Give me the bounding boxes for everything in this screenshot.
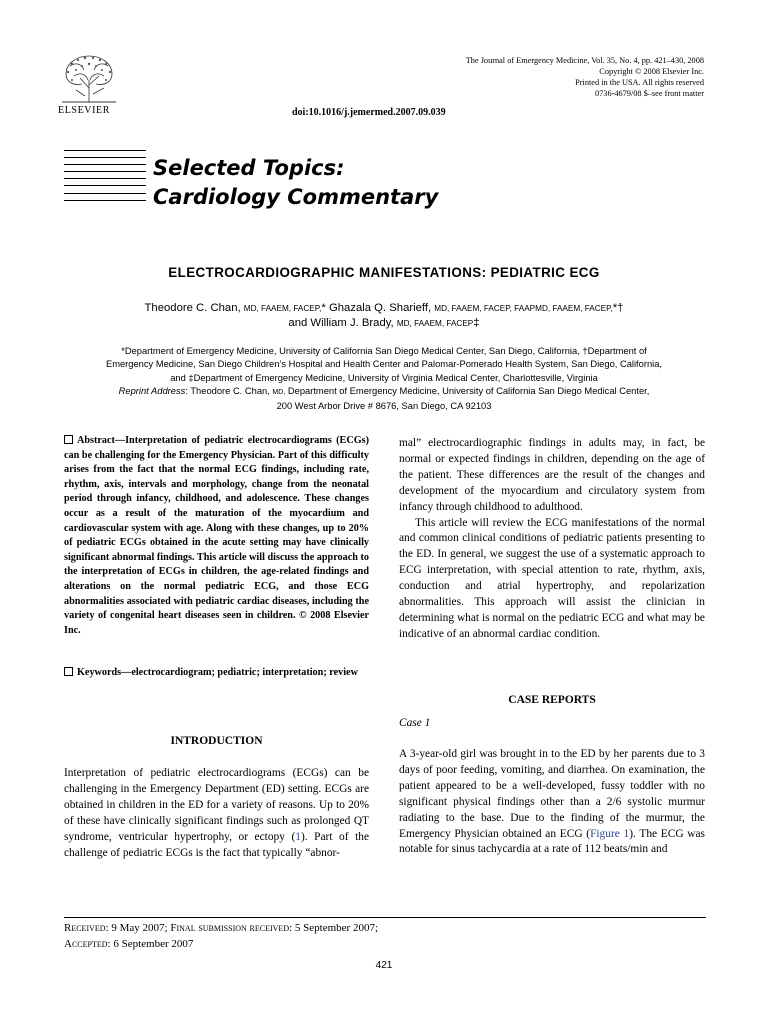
keywords-text: Keywords—electrocardiogram; pediatric; interpretation; review <box>77 667 358 678</box>
authors <box>40 301 728 331</box>
received-line: Received: 9 May 2007; Final submission received: 5 September 2007; <box>64 922 379 934</box>
case-reports-heading: CASE REPORTS <box>508 694 596 706</box>
accepted-label: Accepted <box>64 937 108 950</box>
introduction-heading: INTRODUCTION <box>170 735 263 747</box>
author-mark: ‡ <box>473 317 480 329</box>
final-label: Final submission received <box>170 922 290 934</box>
author-name: Theodore C. Chan, <box>144 302 241 314</box>
publisher-name: ELSEVIER <box>58 105 111 116</box>
banner-line-2: Cardiology Commentary <box>153 185 439 209</box>
accepted-line: Accepted: 6 September 2007 <box>64 937 194 950</box>
journal-printed: Printed in the USA. All rights reserved <box>575 78 704 87</box>
journal-citation: The Journal of Emergency Medicine, Vol. 35, No. 4, pp. 421–430, 2008 <box>465 56 704 65</box>
checkbox-square-icon <box>64 667 73 676</box>
banner-lines <box>64 150 146 207</box>
journal-info <box>466 55 704 99</box>
footer-dates <box>64 921 378 952</box>
reprint-name: Theodore C. Chan, <box>190 386 270 397</box>
footer-divider <box>64 917 706 918</box>
checkbox-square-icon <box>64 435 73 444</box>
affiliation-line: and ‡Department of Emergency Medicine, University of Virginia Medical Center, Charlottesville, Virginia <box>170 372 598 383</box>
section-banner <box>153 154 438 212</box>
author-degree: MD, FAAEM, FACEP, <box>243 304 322 313</box>
reference-link[interactable]: 1 <box>295 830 301 843</box>
received-date: 9 May 2007; <box>111 922 168 934</box>
paragraph: This article will review the ECG manifestations of the normal and common clinical conditions of pediatric patients presenting to the ED. In general, we suggest the use of a systematic approach to ECG interpretation, with special attention to rate, rhythm, axis, conduction and atrial hypertrophy, and repolarization abnormalities. This approach will assist the clinician in determining what is normal on the pediatric ECG and what may be indicative of an abnormal cardiac condition. <box>399 516 705 640</box>
reprint-street: 200 West Arbor Drive # 8676, San Diego, CA 92103 <box>276 400 492 411</box>
banner-line-1: Selected Topics: <box>153 156 345 180</box>
right-column-text <box>399 436 705 643</box>
journal-issn: 0736-4679/08 $–see front matter <box>595 89 704 98</box>
case-text: A 3-year-old girl was brought in to the ED by her parents due to 3 days of poor feeding, vomiting, and diarrhea. On examination, the patient appeared to be a well-developed, fussy toddler with no significant physical findings other than a 2/6 systolic murmur radiating to the base. Due to the finding of the murmur, the Emergency Physician obtained an ECG (Figure 1). The ECG was notable for sinus tachycardia at a rate of 112 beats/min and <box>399 748 705 856</box>
authors-line-1 <box>40 301 728 316</box>
keywords <box>64 666 369 681</box>
elsevier-logo <box>58 52 124 116</box>
abstract <box>64 434 369 638</box>
affiliation-line: *Department of Emergency Medicine, University of California San Diego Medical Center, San Diego, California, †Department of <box>121 346 647 356</box>
journal-copyright: Copyright © 2008 Elsevier Inc. <box>599 67 704 76</box>
elsevier-tree-icon <box>58 52 120 104</box>
accepted-date: 6 September 2007 <box>113 937 194 950</box>
paragraph: mal” electrocardiographic findings in adults may, in fact, be normal or expected findings in children, depending on the age of the patient. These differences are the result of the changes and development of the myocardium and circulatory system from infancy through childhood to adulthood. <box>399 437 705 513</box>
received-label: Received <box>64 922 106 934</box>
author-mark: * <box>321 302 326 314</box>
reprint-department: Department of Emergency Medicine, University of California San Diego Medical Center, <box>287 386 650 397</box>
introduction-text: Interpretation of pediatric electrocardiograms (ECGs) can be challenging in the Emergency Department (ED) setting. ECGs are obtained in children in the ED for a variety of reasons. Up to 20% of these have clinically significant findings such as prolonged QT syndrome, ventricular hypertrophy, or ectopy (1). Part of the challenge of pediatric ECGs is the fact that typically “abnor- <box>64 767 369 859</box>
page-number: 421 <box>375 960 393 971</box>
author-mark: *† <box>612 302 624 314</box>
figure-link[interactable]: Figure 1 <box>590 827 630 840</box>
article-title: ELECTROCARDIOGRAPHIC MANIFESTATIONS: PEDIATRIC ECG <box>168 265 600 280</box>
abstract-text: Abstract—Interpretation of pediatric electrocardiograms (ECGs) can be challenging for the Emergency Physician. Part of this difficulty arises from the fact that the normal ECG findings, including rate, rhythm, axis, intervals and morphology, change from the neonatal period through infancy, childhood, and adolescence. These changes occur as a result of the maturation of the myocardium and cardiovascular system with age. Along with these changes, up to 20% of pediatric ECGs obtained in the acute setting may have clinically significant abnormal findings. This article will discuss the approach to the interpretation of ECGs in children, the age-related findings and alterations on the normal pediatric ECG, and those ECG abnormalities associated with pediatric cardiac diseases, including the variety of congenital heart diseases seen in children. © 2008 Elsevier Inc. <box>64 435 369 636</box>
affiliations <box>44 345 724 413</box>
author-name: and William J. Brady, <box>288 317 394 329</box>
doi[interactable]: doi:10.1016/j.jemermed.2007.09.039 <box>292 107 446 118</box>
final-date: 5 September 2007; <box>294 922 379 934</box>
author-degree: MD, FAAEM, FACEP, FAAPMD, FAAEM, FACEP, <box>434 304 613 313</box>
case-label: Case 1 <box>399 717 431 729</box>
reprint-degree: MD, <box>272 389 286 397</box>
authors-line-2 <box>40 316 728 331</box>
author-degree: MD, FAAEM, FACEP <box>396 319 474 328</box>
reprint-address: Reprint Address: Theodore C. Chan, MD, Department of Emergency Medicine, University of California San Diego Medical Center, <box>118 386 650 397</box>
affiliation-line: Emergency Medicine, San Diego Children’s Hospital and Health Center and Palomar-Pomerado Health System, San Diego, California, <box>105 359 663 370</box>
author-name: Ghazala Q. Sharieff, <box>328 302 432 314</box>
reprint-label: Reprint Address <box>118 386 186 397</box>
